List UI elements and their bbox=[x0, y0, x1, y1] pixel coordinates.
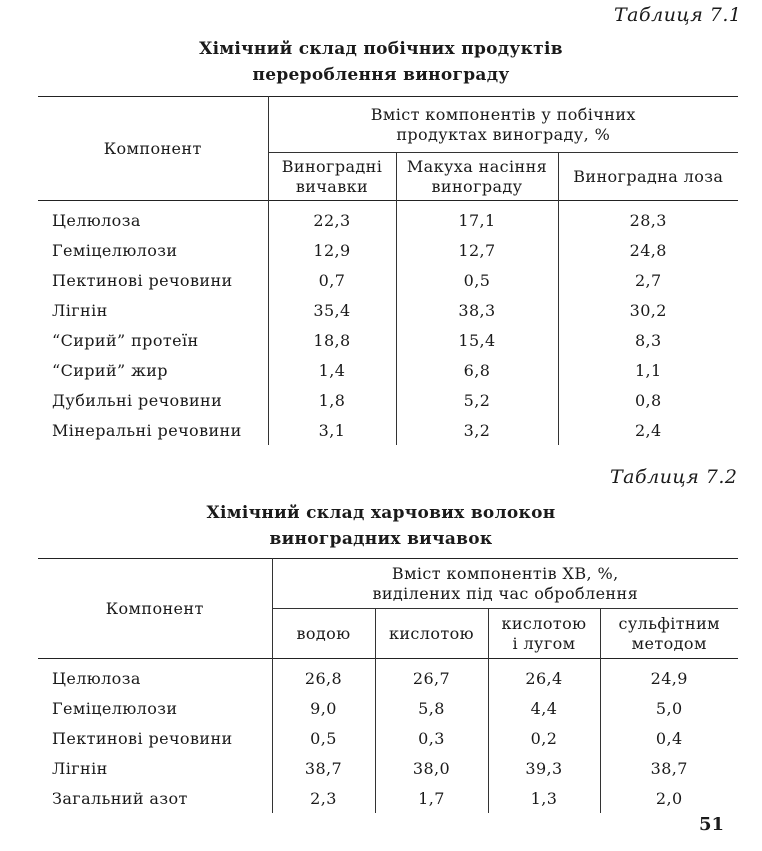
value-cell: 28,3 bbox=[558, 201, 738, 236]
component-name: Лігнін bbox=[38, 295, 268, 325]
value-cell: 38,0 bbox=[375, 753, 488, 783]
value-cell: 1,1 bbox=[634, 360, 662, 380]
column-header-line: Виноградна лоза bbox=[573, 166, 724, 186]
value-cell: 38,7 bbox=[272, 753, 375, 783]
value-cell: 15,4 bbox=[396, 325, 558, 355]
column-header-line: водою bbox=[296, 623, 351, 643]
value-cell: 0,5 bbox=[396, 265, 558, 295]
component-name: Загальний азот bbox=[38, 783, 272, 813]
value-cell: 0,5 bbox=[272, 723, 375, 753]
column-header-line: кислотою bbox=[388, 623, 475, 643]
table-7-2-title bbox=[0, 500, 762, 552]
value-cell: 12,9 bbox=[268, 235, 396, 265]
value-cell: 2,7 bbox=[634, 270, 662, 290]
table-7-2-label: Таблиця 7.2 bbox=[610, 466, 738, 488]
value-cell: 0,3 bbox=[375, 723, 488, 753]
table-7-1-label: Таблиця 7.1 bbox=[614, 4, 742, 26]
column-header-line: і лугом bbox=[512, 633, 576, 653]
value-cell: 35,4 bbox=[268, 295, 396, 325]
table-row bbox=[38, 783, 738, 813]
value-cell: 38,7 bbox=[650, 758, 688, 778]
value-cell: 2,3 bbox=[272, 783, 375, 813]
content-group-header bbox=[268, 97, 738, 153]
content-group-header bbox=[272, 559, 738, 609]
content-group-header-line-1: Вміст компонентів у побічних bbox=[370, 104, 636, 124]
value-cell: 0,4 bbox=[655, 728, 683, 748]
table-7-2-title-line-1: Хімічний склад харчових волокон bbox=[206, 503, 556, 523]
column-header-grape-pomace bbox=[268, 153, 396, 201]
value-cell: 17,1 bbox=[396, 201, 558, 236]
column-header-line: вичавки bbox=[295, 176, 369, 196]
table-7-1-title bbox=[0, 36, 762, 88]
value-cell: 3,1 bbox=[268, 415, 396, 445]
value-cell: 26,4 bbox=[488, 659, 600, 694]
component-column-header: Компонент bbox=[38, 97, 268, 201]
component-name: Мінеральні речовини bbox=[38, 415, 268, 445]
table-7-2 bbox=[38, 558, 738, 813]
value-cell: 0,2 bbox=[488, 723, 600, 753]
value-cell: 0,8 bbox=[634, 390, 662, 410]
value-cell: 1,7 bbox=[375, 783, 488, 813]
value-cell: 2,0 bbox=[655, 788, 683, 808]
column-header-seed-cake bbox=[396, 153, 558, 201]
table-row bbox=[38, 355, 738, 385]
column-header-line: методом bbox=[631, 633, 707, 653]
value-cell: 5,0 bbox=[655, 698, 683, 718]
value-cell: 8,3 bbox=[634, 330, 662, 350]
value-cell: 3,2 bbox=[396, 415, 558, 445]
value-cell: 24,9 bbox=[600, 659, 738, 694]
value-cell: 1,4 bbox=[268, 355, 396, 385]
component-name: “Сирий” протеїн bbox=[38, 325, 268, 355]
component-name: “Сирий” жир bbox=[38, 355, 268, 385]
table-7-1-title-line-2: перероблення винограду bbox=[252, 65, 510, 85]
component-name: Пектинові речовини bbox=[38, 723, 272, 753]
table-row bbox=[38, 265, 738, 295]
content-group-header-line-2: виділених під час оброблення bbox=[372, 583, 639, 603]
value-cell: 38,3 bbox=[396, 295, 558, 325]
column-header-line: Виноградні bbox=[281, 156, 383, 176]
value-cell: 26,7 bbox=[375, 659, 488, 694]
table-row bbox=[38, 659, 738, 694]
value-cell: 4,4 bbox=[488, 693, 600, 723]
component-name: Геміцелюлози bbox=[38, 235, 268, 265]
table-row bbox=[38, 753, 738, 783]
table-7-2-title-line-2: виноградних вичавок bbox=[269, 529, 493, 549]
table-row bbox=[38, 201, 738, 236]
value-cell: 12,7 bbox=[396, 235, 558, 265]
content-group-header-line-2: продуктах винограду, % bbox=[396, 124, 611, 144]
value-cell: 1,8 bbox=[268, 385, 396, 415]
component-name: Целюлоза bbox=[38, 659, 272, 694]
table-row bbox=[38, 235, 738, 265]
table-row bbox=[38, 325, 738, 355]
value-cell: 18,8 bbox=[268, 325, 396, 355]
column-header-acid bbox=[375, 609, 488, 659]
component-name: Лігнін bbox=[38, 753, 272, 783]
content-group-header-line-1: Вміст компонентів ХВ, %, bbox=[391, 563, 619, 583]
column-header-line: сульфітним bbox=[618, 613, 720, 633]
value-cell: 2,4 bbox=[634, 420, 662, 440]
table-row bbox=[38, 295, 738, 325]
column-header-water bbox=[272, 609, 375, 659]
column-header-acid-alkali bbox=[488, 609, 600, 659]
value-cell: 5,8 bbox=[375, 693, 488, 723]
component-column-header: Компонент bbox=[38, 559, 272, 659]
value-cell: 1,3 bbox=[488, 783, 600, 813]
column-header-sulfite bbox=[600, 609, 738, 659]
column-header-grapevine bbox=[558, 153, 738, 201]
page-number: 51 bbox=[698, 814, 724, 835]
value-cell: 9,0 bbox=[272, 693, 375, 723]
table-7-1-title-line-1: Хімічний склад побічних продуктів bbox=[199, 39, 563, 59]
value-cell: 0,7 bbox=[268, 265, 396, 295]
value-cell: 26,8 bbox=[272, 659, 375, 694]
column-header-line: винограду bbox=[431, 176, 523, 196]
value-cell: 39,3 bbox=[488, 753, 600, 783]
value-cell: 30,2 bbox=[629, 300, 667, 320]
column-header-line: Макуха насіння bbox=[406, 156, 548, 176]
column-header-line: кислотою bbox=[501, 613, 587, 633]
table-row bbox=[38, 385, 738, 415]
table-row bbox=[38, 693, 738, 723]
value-cell: 22,3 bbox=[268, 201, 396, 236]
value-cell: 6,8 bbox=[396, 355, 558, 385]
component-name: Целюлоза bbox=[38, 201, 268, 236]
table-row bbox=[38, 723, 738, 753]
component-name: Геміцелюлози bbox=[38, 693, 272, 723]
component-name: Пектинові речовини bbox=[38, 265, 268, 295]
value-cell: 24,8 bbox=[629, 240, 667, 260]
component-name: Дубильні речовини bbox=[38, 385, 268, 415]
table-row bbox=[38, 415, 738, 445]
value-cell: 5,2 bbox=[396, 385, 558, 415]
table-7-1 bbox=[38, 96, 738, 445]
